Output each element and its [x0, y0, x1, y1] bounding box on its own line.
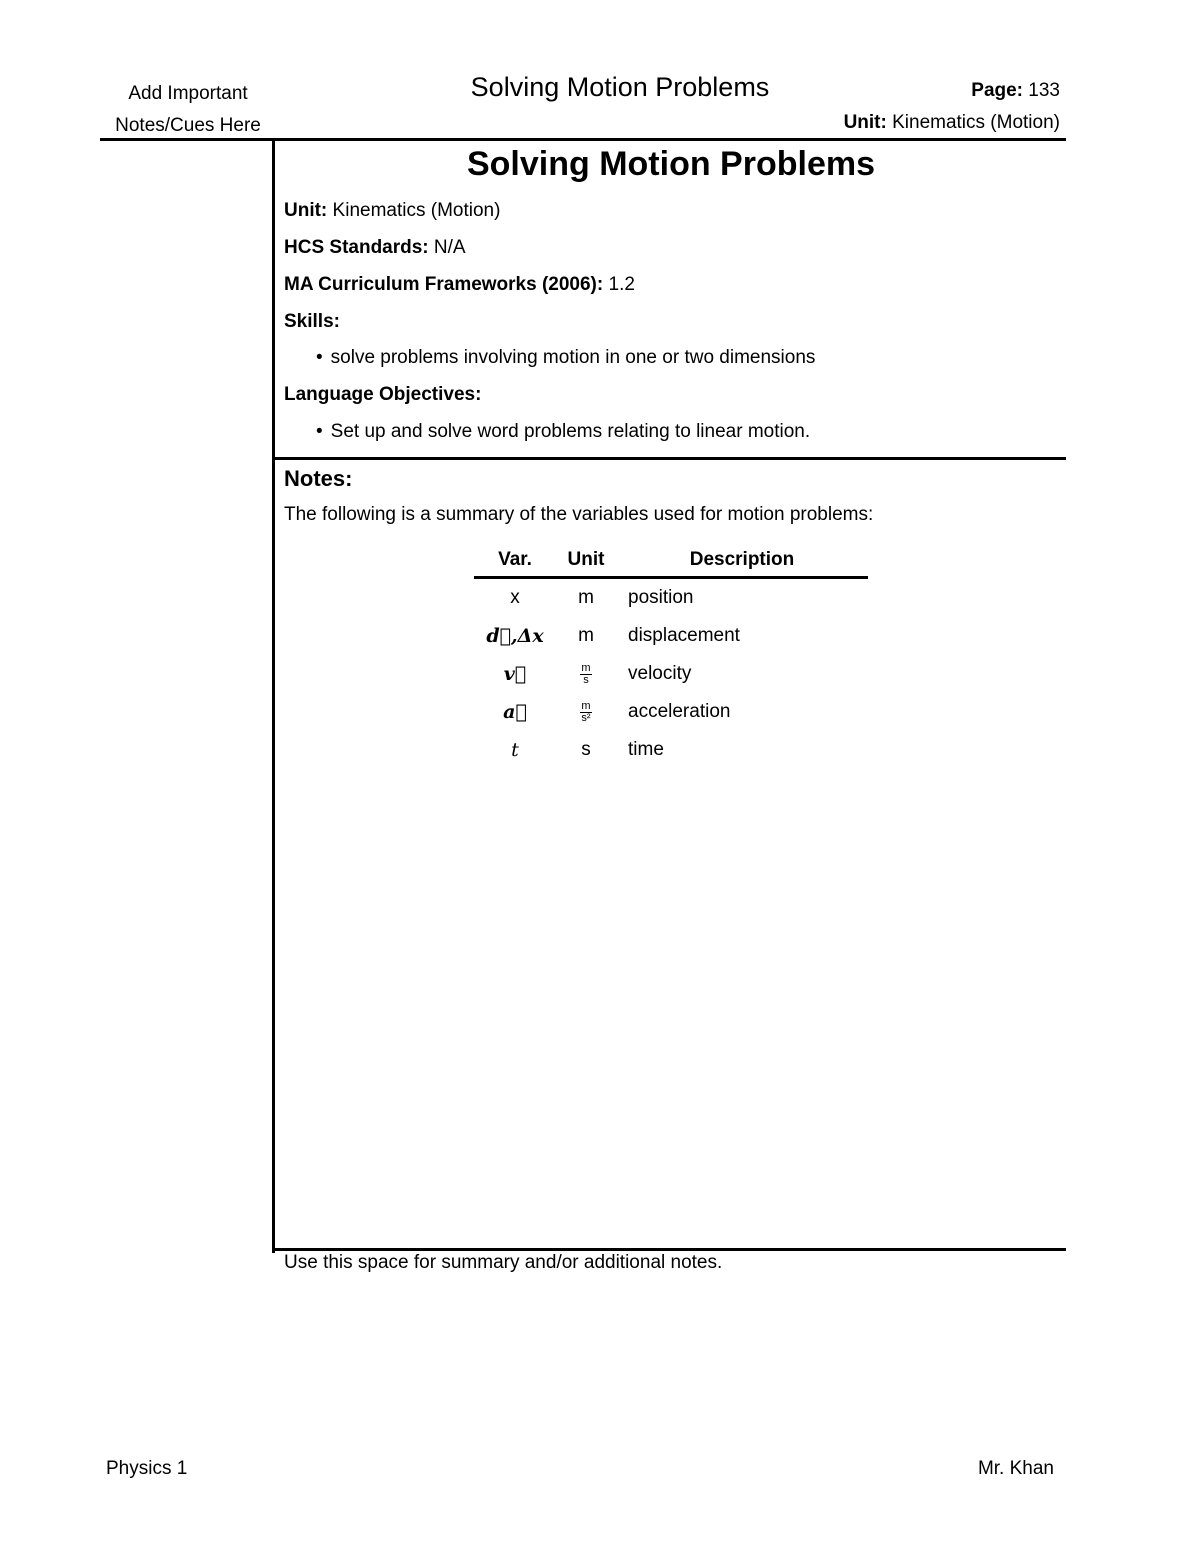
cue-line-2: Notes/Cues Here [115, 115, 261, 136]
header-unit-value: Kinematics (Motion) [892, 112, 1060, 133]
var-cell: x [510, 587, 520, 608]
hcs-label: HCS Standards: [284, 237, 429, 258]
unit-cell [556, 693, 616, 731]
table-row [474, 578, 868, 618]
page-number: 133 [1028, 80, 1060, 101]
var-cell: v⃗ [503, 663, 527, 685]
table-row [474, 617, 868, 655]
header-description: Description [616, 544, 868, 578]
footer-teacher: Mr. Khan [977, 1458, 1054, 1479]
doc-title: Solving Motion Problems [466, 145, 876, 183]
unit-cell [556, 655, 616, 693]
cue-column-label [100, 78, 276, 142]
var-cell: t [511, 739, 519, 761]
hcs-line [284, 237, 466, 259]
table-row [474, 731, 868, 769]
var-cell: a⃗ [503, 701, 527, 723]
section-rule [275, 457, 1066, 460]
var-cell: d⃗,Δx [486, 625, 544, 647]
footer-course: Physics 1 [106, 1458, 188, 1479]
description-cell: time [628, 739, 664, 760]
skills-label: Skills: [284, 311, 340, 332]
ma-value: 1.2 [608, 274, 635, 295]
unit-numerator: m [581, 661, 591, 674]
description-cell: displacement [628, 625, 740, 646]
table-header-row [474, 544, 868, 578]
table-row [474, 655, 868, 693]
description-cell: acceleration [628, 701, 731, 722]
header-var: Var. [474, 544, 556, 578]
description-cell: velocity [628, 663, 692, 684]
description-cell: position [628, 587, 694, 608]
ma-line [284, 274, 635, 296]
notes-intro: The following is a summary of the variables used for motion problems: [284, 504, 874, 525]
unit-line [284, 200, 500, 222]
unit-denominator: s [583, 673, 589, 686]
language-objectives-label: Language Objectives: [284, 384, 482, 405]
skills-item: • solve problems involving motion in one or two dimensions [316, 347, 815, 369]
unit-value: Kinematics (Motion) [332, 200, 501, 221]
header-unit: Unit [556, 544, 616, 578]
unit-cell: s [581, 739, 591, 760]
ma-label: MA Curriculum Frameworks (2006): [284, 274, 604, 295]
unit-fraction [580, 663, 591, 686]
header-unit-line [844, 112, 1060, 134]
unit-denominator: s² [581, 711, 591, 724]
page-number-line [971, 80, 1060, 102]
cue-column-divider [272, 141, 275, 1253]
unit-cell: m [578, 625, 594, 646]
variables-table [474, 544, 868, 769]
hcs-value: N/A [433, 237, 466, 258]
summary-rule [272, 1248, 1066, 1251]
notes-heading: Notes: [284, 466, 353, 491]
summary-prompt: Use this space for summary and/or additional notes. [284, 1252, 723, 1273]
unit-numerator: m [581, 699, 591, 712]
unit-cell: m [578, 587, 594, 608]
page-label: Page: [971, 80, 1024, 101]
unit-fraction [580, 701, 591, 724]
table-row [474, 693, 868, 731]
cue-line-1: Add Important [128, 83, 248, 104]
header-title: Solving Motion Problems [470, 72, 770, 102]
unit-label: Unit: [284, 200, 328, 221]
header-unit-label: Unit: [843, 112, 887, 133]
language-objective-item: • Set up and solve word problems relating to linear motion. [316, 421, 810, 443]
header-rule [100, 138, 1066, 141]
